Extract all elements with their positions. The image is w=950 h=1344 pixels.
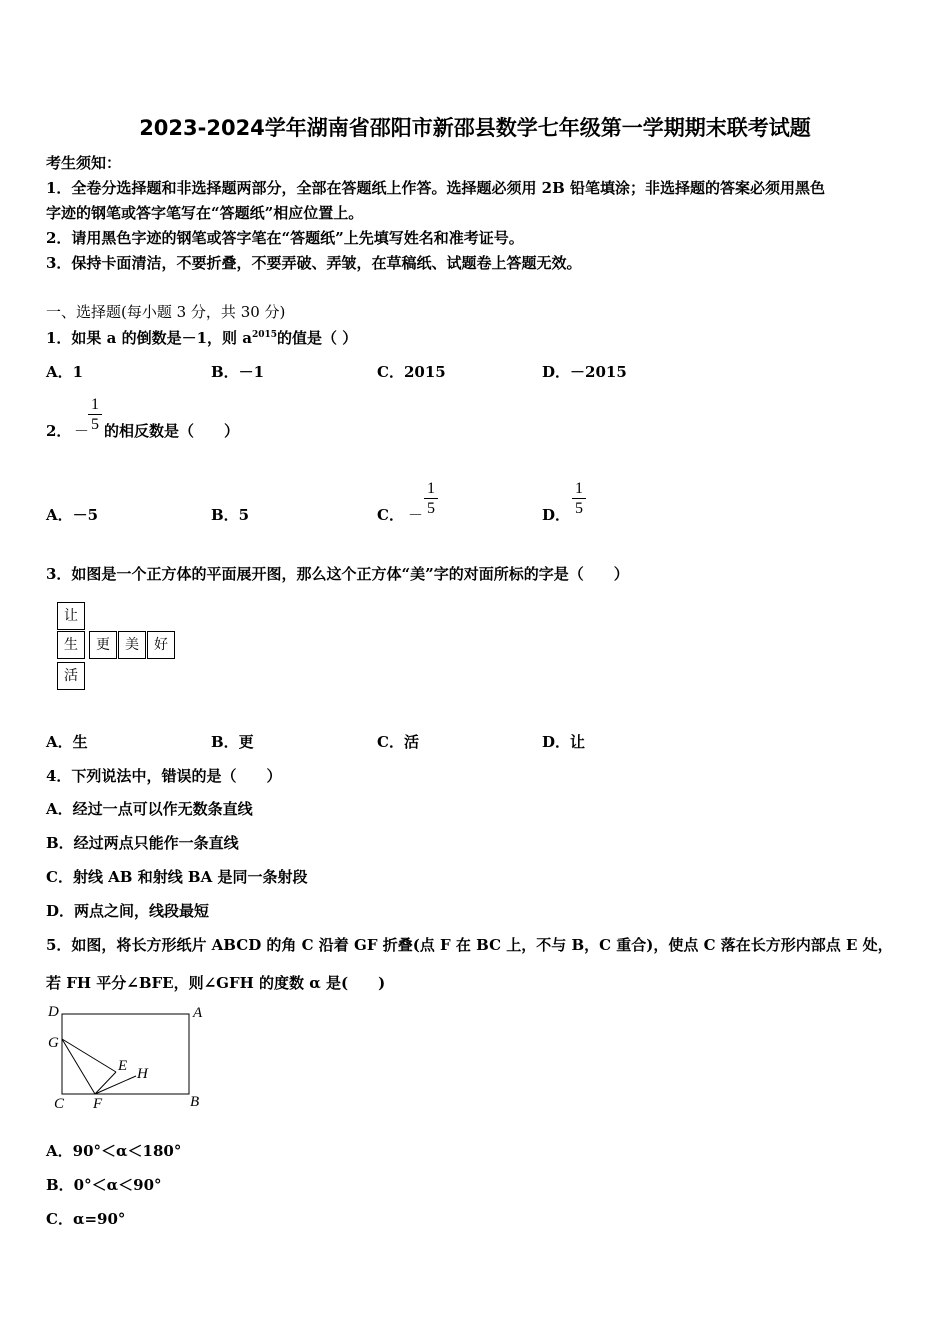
option-d-denominator: 5 bbox=[575, 500, 583, 517]
question-2-fraction bbox=[88, 396, 102, 435]
question-1-stem-text: 1．如果 a 的倒数是－1，则 a bbox=[46, 329, 252, 347]
net-cell-bottom: 活 bbox=[57, 662, 85, 690]
question-2-stem: 的相反数是（ ） bbox=[104, 422, 240, 440]
question-3-option-c[interactable]: C．活 bbox=[377, 733, 419, 751]
question-2-option-d[interactable] bbox=[542, 504, 570, 525]
question-2-option-b[interactable]: B．5 bbox=[211, 506, 250, 524]
option-d-numerator: 1 bbox=[575, 480, 583, 497]
question-4-option-d[interactable]: D．两点之间，线段最短 bbox=[46, 902, 210, 920]
question-3-option-d[interactable]: D．让 bbox=[542, 733, 586, 751]
question-1-option-c[interactable]: C．2015 bbox=[377, 363, 446, 381]
net-cell-middle-1: 生 bbox=[57, 631, 85, 659]
rectangle-abcd bbox=[62, 1014, 189, 1094]
question-5-stem-line-2: 若 FH 平分∠BFE，则∠GFH 的度数 α 是( ) bbox=[46, 974, 386, 992]
question-2-option-d-label: D． bbox=[542, 506, 571, 524]
notice-item-2: 2．请用黑色字迹的钢笔或答字笔在“答题纸”上先填写姓名和准考证号。 bbox=[46, 229, 524, 247]
net-cell-middle-4: 好 bbox=[147, 631, 175, 659]
question-2-option-d-fraction bbox=[572, 480, 586, 519]
question-4-option-a[interactable]: A．经过一点可以作无数条直线 bbox=[46, 800, 253, 818]
label-e: E bbox=[118, 1058, 128, 1074]
question-1-option-a[interactable]: A．1 bbox=[46, 363, 84, 381]
question-4-stem: 4．下列说法中，错误的是（ ） bbox=[46, 767, 282, 785]
option-c-denominator: 5 bbox=[427, 500, 435, 517]
question-1-exponent: 2015 bbox=[251, 330, 278, 340]
segment-fe bbox=[95, 1072, 116, 1094]
question-4-option-c[interactable]: C．射线 AB 和射线 BA 是同一条射段 bbox=[46, 868, 308, 886]
question-3-option-b[interactable]: B．更 bbox=[211, 733, 254, 751]
question-2-number: 2． bbox=[46, 422, 72, 440]
label-a: A bbox=[193, 1005, 203, 1021]
notice-item-3: 3．保持卡面清洁，不要折叠，不要弄破、弄皱，在草稿纸、试题卷上答题无效。 bbox=[46, 254, 582, 272]
question-1-option-d[interactable]: D．－2015 bbox=[542, 363, 627, 381]
question-5-stem-line-1: 5．如图，将长方形纸片 ABCD 的角 C 沿着 GF 折叠(点 F 在 BC 上，不与 B，C 重合)，使点 C 落在长方形内部点 E 处， bbox=[46, 936, 893, 954]
question-2-option-c-fraction bbox=[424, 480, 438, 519]
question-3-stem: 3．如图是一个正方体的平面展开图，那么这个正方体“美”字的对面所标的字是（ ） bbox=[46, 565, 629, 583]
segment-fh bbox=[95, 1076, 136, 1094]
page-title: 2023-2024学年湖南省邵阳市新邵县数学七年级第一学期期末联考试题 bbox=[139, 116, 811, 140]
notice-item-1-line-2: 字迹的钢笔或答字笔写在“答题纸”相应位置上。 bbox=[46, 204, 364, 222]
segment-ge bbox=[62, 1039, 116, 1072]
question-2-fraction-numerator: 1 bbox=[91, 396, 99, 413]
question-1-stem bbox=[46, 327, 357, 348]
question-1-stem-end: 的值是（ ） bbox=[277, 329, 358, 347]
question-5-option-c[interactable]: C．α=90° bbox=[46, 1210, 126, 1228]
question-2-option-c-minus: － bbox=[408, 506, 424, 524]
net-cell-middle-2: 更 bbox=[89, 631, 117, 659]
label-g: G bbox=[48, 1035, 59, 1051]
label-b: B bbox=[190, 1094, 200, 1110]
label-f: F bbox=[93, 1096, 103, 1112]
question-4-option-b[interactable]: B．经过两点只能作一条直线 bbox=[46, 834, 239, 852]
question-5-option-a[interactable]: A．90°＜α＜180° bbox=[46, 1142, 182, 1160]
question-2-minus: － bbox=[74, 422, 90, 440]
question-2-option-a[interactable]: A．－5 bbox=[46, 506, 99, 524]
section-heading: 一、选择题(每小题 3 分，共 30 分) bbox=[46, 303, 286, 321]
net-cell-middle-3: 美 bbox=[118, 631, 146, 659]
question-1-option-b[interactable]: B．－1 bbox=[211, 363, 265, 381]
question-2-option-c-label: C． bbox=[377, 506, 404, 524]
question-2-option-c[interactable] bbox=[377, 504, 404, 525]
notice-item-1-line-1: 1．全卷分选择题和非选择题两部分，全部在答题纸上作答。选择题必须用 2B 铅笔填涂；非选择题的答案必须用黑色 bbox=[46, 179, 826, 197]
option-c-numerator: 1 bbox=[427, 480, 435, 497]
label-d: D bbox=[48, 1004, 59, 1020]
question-2-fraction-denominator: 5 bbox=[91, 416, 99, 433]
question-5-option-b[interactable]: B．0°＜α＜90° bbox=[46, 1176, 162, 1194]
fold-line-gf bbox=[62, 1039, 95, 1094]
net-cell-top: 让 bbox=[57, 602, 85, 630]
label-h: H bbox=[137, 1066, 148, 1082]
notice-heading: 考生须知： bbox=[46, 154, 122, 172]
label-c: C bbox=[54, 1096, 65, 1112]
folding-rectangle-figure bbox=[44, 1000, 214, 1115]
question-3-option-a[interactable]: A．生 bbox=[46, 733, 88, 751]
